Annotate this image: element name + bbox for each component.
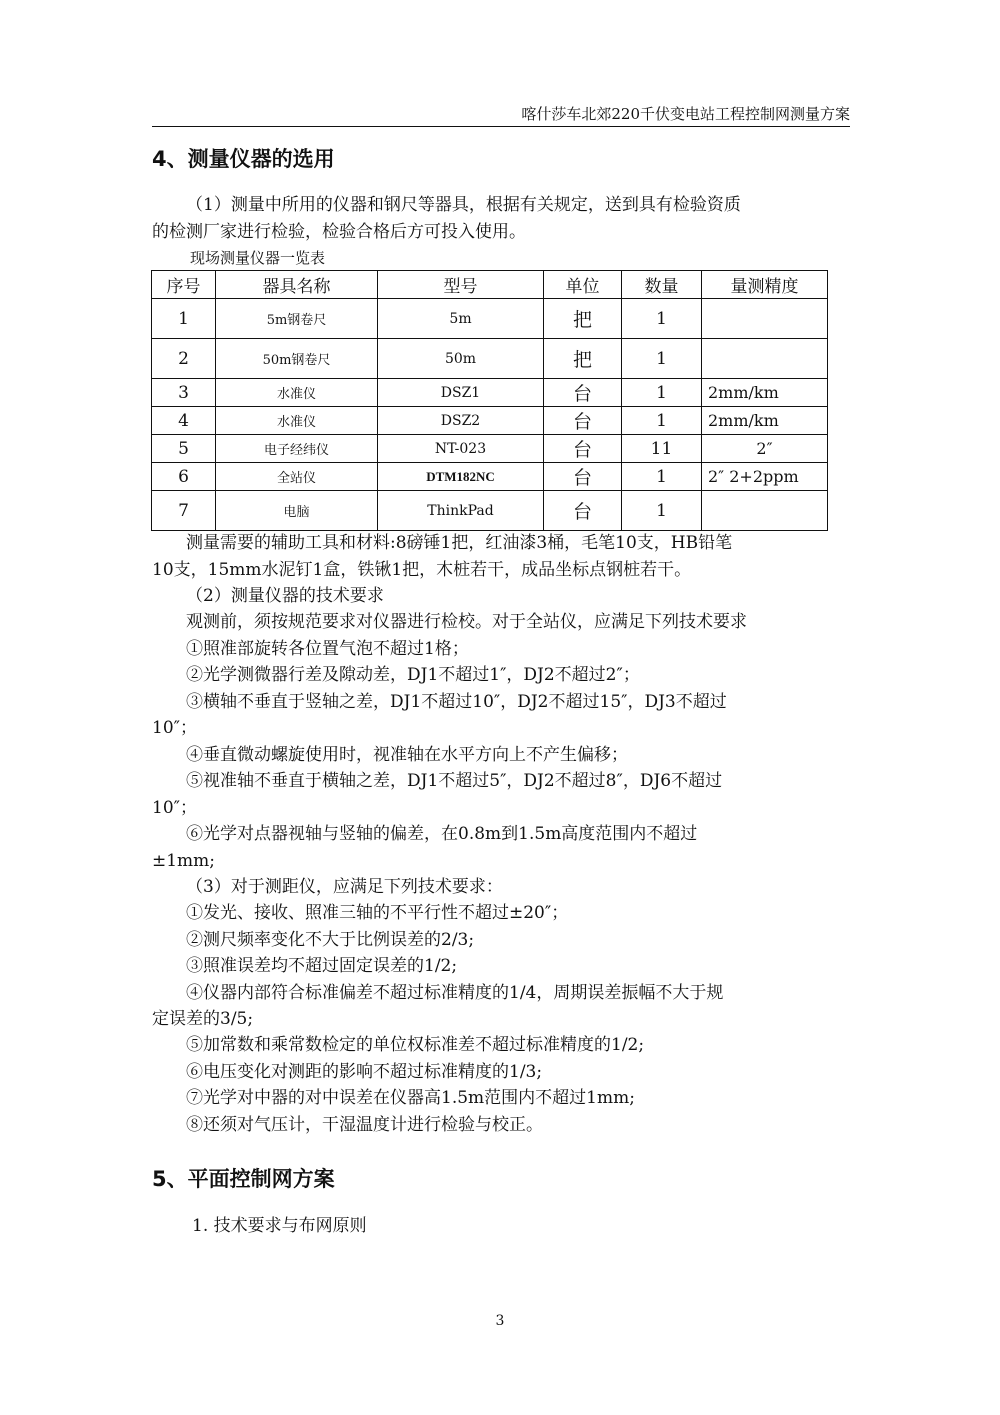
paragraph-1-line-1: （1）测量中所用的仪器和钢尺等器具，根据有关规定，送到具有检验资质 xyxy=(186,195,741,215)
cell-name: 全站仪 xyxy=(216,463,378,491)
cell-model: 5m xyxy=(378,299,544,339)
cell-unit: 台 xyxy=(544,379,622,407)
cell-no: 4 xyxy=(152,407,216,435)
cell-precision: 2mm/km xyxy=(702,407,828,435)
cell-precision: 2mm/km xyxy=(702,379,828,407)
table-row xyxy=(152,407,828,435)
aux-tools-line-2: 10支，15mm水泥钉1盒，铁锹1把，木桩若干，成品坐标点钢桩若干。 xyxy=(152,560,692,580)
cell-qty: 1 xyxy=(622,407,702,435)
table-row xyxy=(152,379,828,407)
requirement-item: ⑤加常数和乘常数检定的单位权标准差不超过标准精度的1/2; xyxy=(186,1035,645,1055)
cell-model: 50m xyxy=(378,339,544,379)
cell-no: 5 xyxy=(152,435,216,463)
table-row xyxy=(152,435,828,463)
table-caption: 现场测量仪器一览表 xyxy=(190,249,326,267)
cell-qty: 11 xyxy=(622,435,702,463)
cell-qty: 1 xyxy=(622,491,702,531)
requirement-item-continued: 定误差的3/5; xyxy=(152,1009,254,1029)
cell-qty: 1 xyxy=(622,379,702,407)
cell-unit: 台 xyxy=(544,435,622,463)
cell-precision xyxy=(702,491,828,531)
requirement-item: ⑤视准轴不垂直于横轴之差，DJ1不超过5″，DJ2不超过8″，DJ6不超过 xyxy=(186,771,723,791)
cell-no: 6 xyxy=(152,463,216,491)
requirement-item-continued: 10″； xyxy=(152,718,197,738)
table-header-row xyxy=(152,271,828,299)
page-number: 3 xyxy=(495,1313,505,1329)
cell-no: 2 xyxy=(152,339,216,379)
requirement-item: ③横轴不垂直于竖轴之差，DJ1不超过10″，DJ2不超过15″，DJ3不超过 xyxy=(186,692,727,712)
section-5-heading: 5、平面控制网方案 xyxy=(152,1167,335,1191)
cell-model: NT-023 xyxy=(378,435,544,463)
cell-name: 电子经纬仪 xyxy=(216,435,378,463)
col-header-model: 型号 xyxy=(378,271,544,299)
requirement-item: ⑥光学对点器视轴与竖轴的偏差，在0.8m到1.5m高度范围内不超过 xyxy=(186,824,698,844)
cell-name: 水准仪 xyxy=(216,407,378,435)
cell-model: ThinkPad xyxy=(378,491,544,531)
cell-model: DSZ1 xyxy=(378,379,544,407)
col-header-unit: 单位 xyxy=(544,271,622,299)
cell-qty: 1 xyxy=(622,299,702,339)
requirement-item: ①照准部旋转各位置气泡不超过1格； xyxy=(186,639,469,659)
requirement-item: ④垂直微动螺旋使用时，视准轴在水平方向上不产生偏移； xyxy=(186,745,628,765)
requirement-item-continued: ±1mm; xyxy=(152,851,216,871)
table-row xyxy=(152,299,828,339)
cell-unit: 把 xyxy=(544,339,622,379)
cell-qty: 1 xyxy=(622,463,702,491)
col-header-name: 器具名称 xyxy=(216,271,378,299)
section-4-heading: 4、测量仪器的选用 xyxy=(152,147,335,171)
cell-unit: 台 xyxy=(544,463,622,491)
cell-name: 水准仪 xyxy=(216,379,378,407)
section-5-item-1: 1. 技术要求与布网原则 xyxy=(192,1216,367,1236)
running-header: 喀什莎车北郊220千伏变电站工程控制网测量方案 xyxy=(521,105,850,123)
col-header-qty: 数量 xyxy=(622,271,702,299)
cell-no: 7 xyxy=(152,491,216,531)
cell-precision xyxy=(702,339,828,379)
instrument-table xyxy=(151,270,828,531)
cell-name: 5m钢卷尺 xyxy=(216,299,378,339)
requirement-item: ②测尺频率变化不大于比例误差的2/3; xyxy=(186,930,475,950)
col-header-precision: 量测精度 xyxy=(702,271,828,299)
paragraph-1-line-2: 的检测厂家进行检验，检验合格后方可投入使用。 xyxy=(152,222,526,242)
aux-tools-line-1: 测量需要的辅助工具和材料:8磅锤1把，红油漆3桶，毛笔10支，HB铅笔 xyxy=(186,533,733,553)
requirement-item: ⑥电压变化对测距的影响不超过标准精度的1/3; xyxy=(186,1062,543,1082)
cell-precision: 2″ 2+2ppm xyxy=(702,463,828,491)
subsection-2-title: （2）测量仪器的技术要求 xyxy=(186,586,384,606)
table-row xyxy=(152,339,828,379)
cell-precision: 2″ xyxy=(702,435,828,463)
subsection-3-title: （3）对于测距仪，应满足下列技术要求： xyxy=(186,877,503,897)
cell-unit: 台 xyxy=(544,407,622,435)
requirement-item-continued: 10″； xyxy=(152,798,197,818)
header-rule xyxy=(152,126,850,127)
cell-model: DTM182NC xyxy=(378,463,544,491)
cell-name: 50m钢卷尺 xyxy=(216,339,378,379)
cell-no: 1 xyxy=(152,299,216,339)
cell-qty: 1 xyxy=(622,339,702,379)
col-header-no: 序号 xyxy=(152,271,216,299)
cell-name: 电脑 xyxy=(216,491,378,531)
cell-model: DSZ2 xyxy=(378,407,544,435)
requirement-item: ②光学测微器行差及隙动差，DJ1不超过1″，DJ2不超过2″； xyxy=(186,665,640,685)
requirement-item: ⑧还须对气压计，干湿温度计进行检验与校正。 xyxy=(186,1115,543,1135)
requirement-item: ①发光、接收、照准三轴的不平行性不超过±20″； xyxy=(186,903,569,923)
cell-no: 3 xyxy=(152,379,216,407)
requirement-item: ⑦光学对中器的对中误差在仪器高1.5m范围内不超过1mm; xyxy=(186,1088,635,1108)
subsection-2-intro: 观测前，须按规范要求对仪器进行检校。对于全站仪，应满足下列技术要求 xyxy=(186,612,747,632)
requirement-item: ③照准误差均不超过固定误差的1/2; xyxy=(186,956,458,976)
cell-unit: 台 xyxy=(544,491,622,531)
cell-precision xyxy=(702,299,828,339)
requirement-item: ④仪器内部符合标准偏差不超过标准精度的1/4，周期误差振幅不大于规 xyxy=(186,983,724,1003)
table-row xyxy=(152,491,828,531)
table-row xyxy=(152,463,828,491)
cell-unit: 把 xyxy=(544,299,622,339)
